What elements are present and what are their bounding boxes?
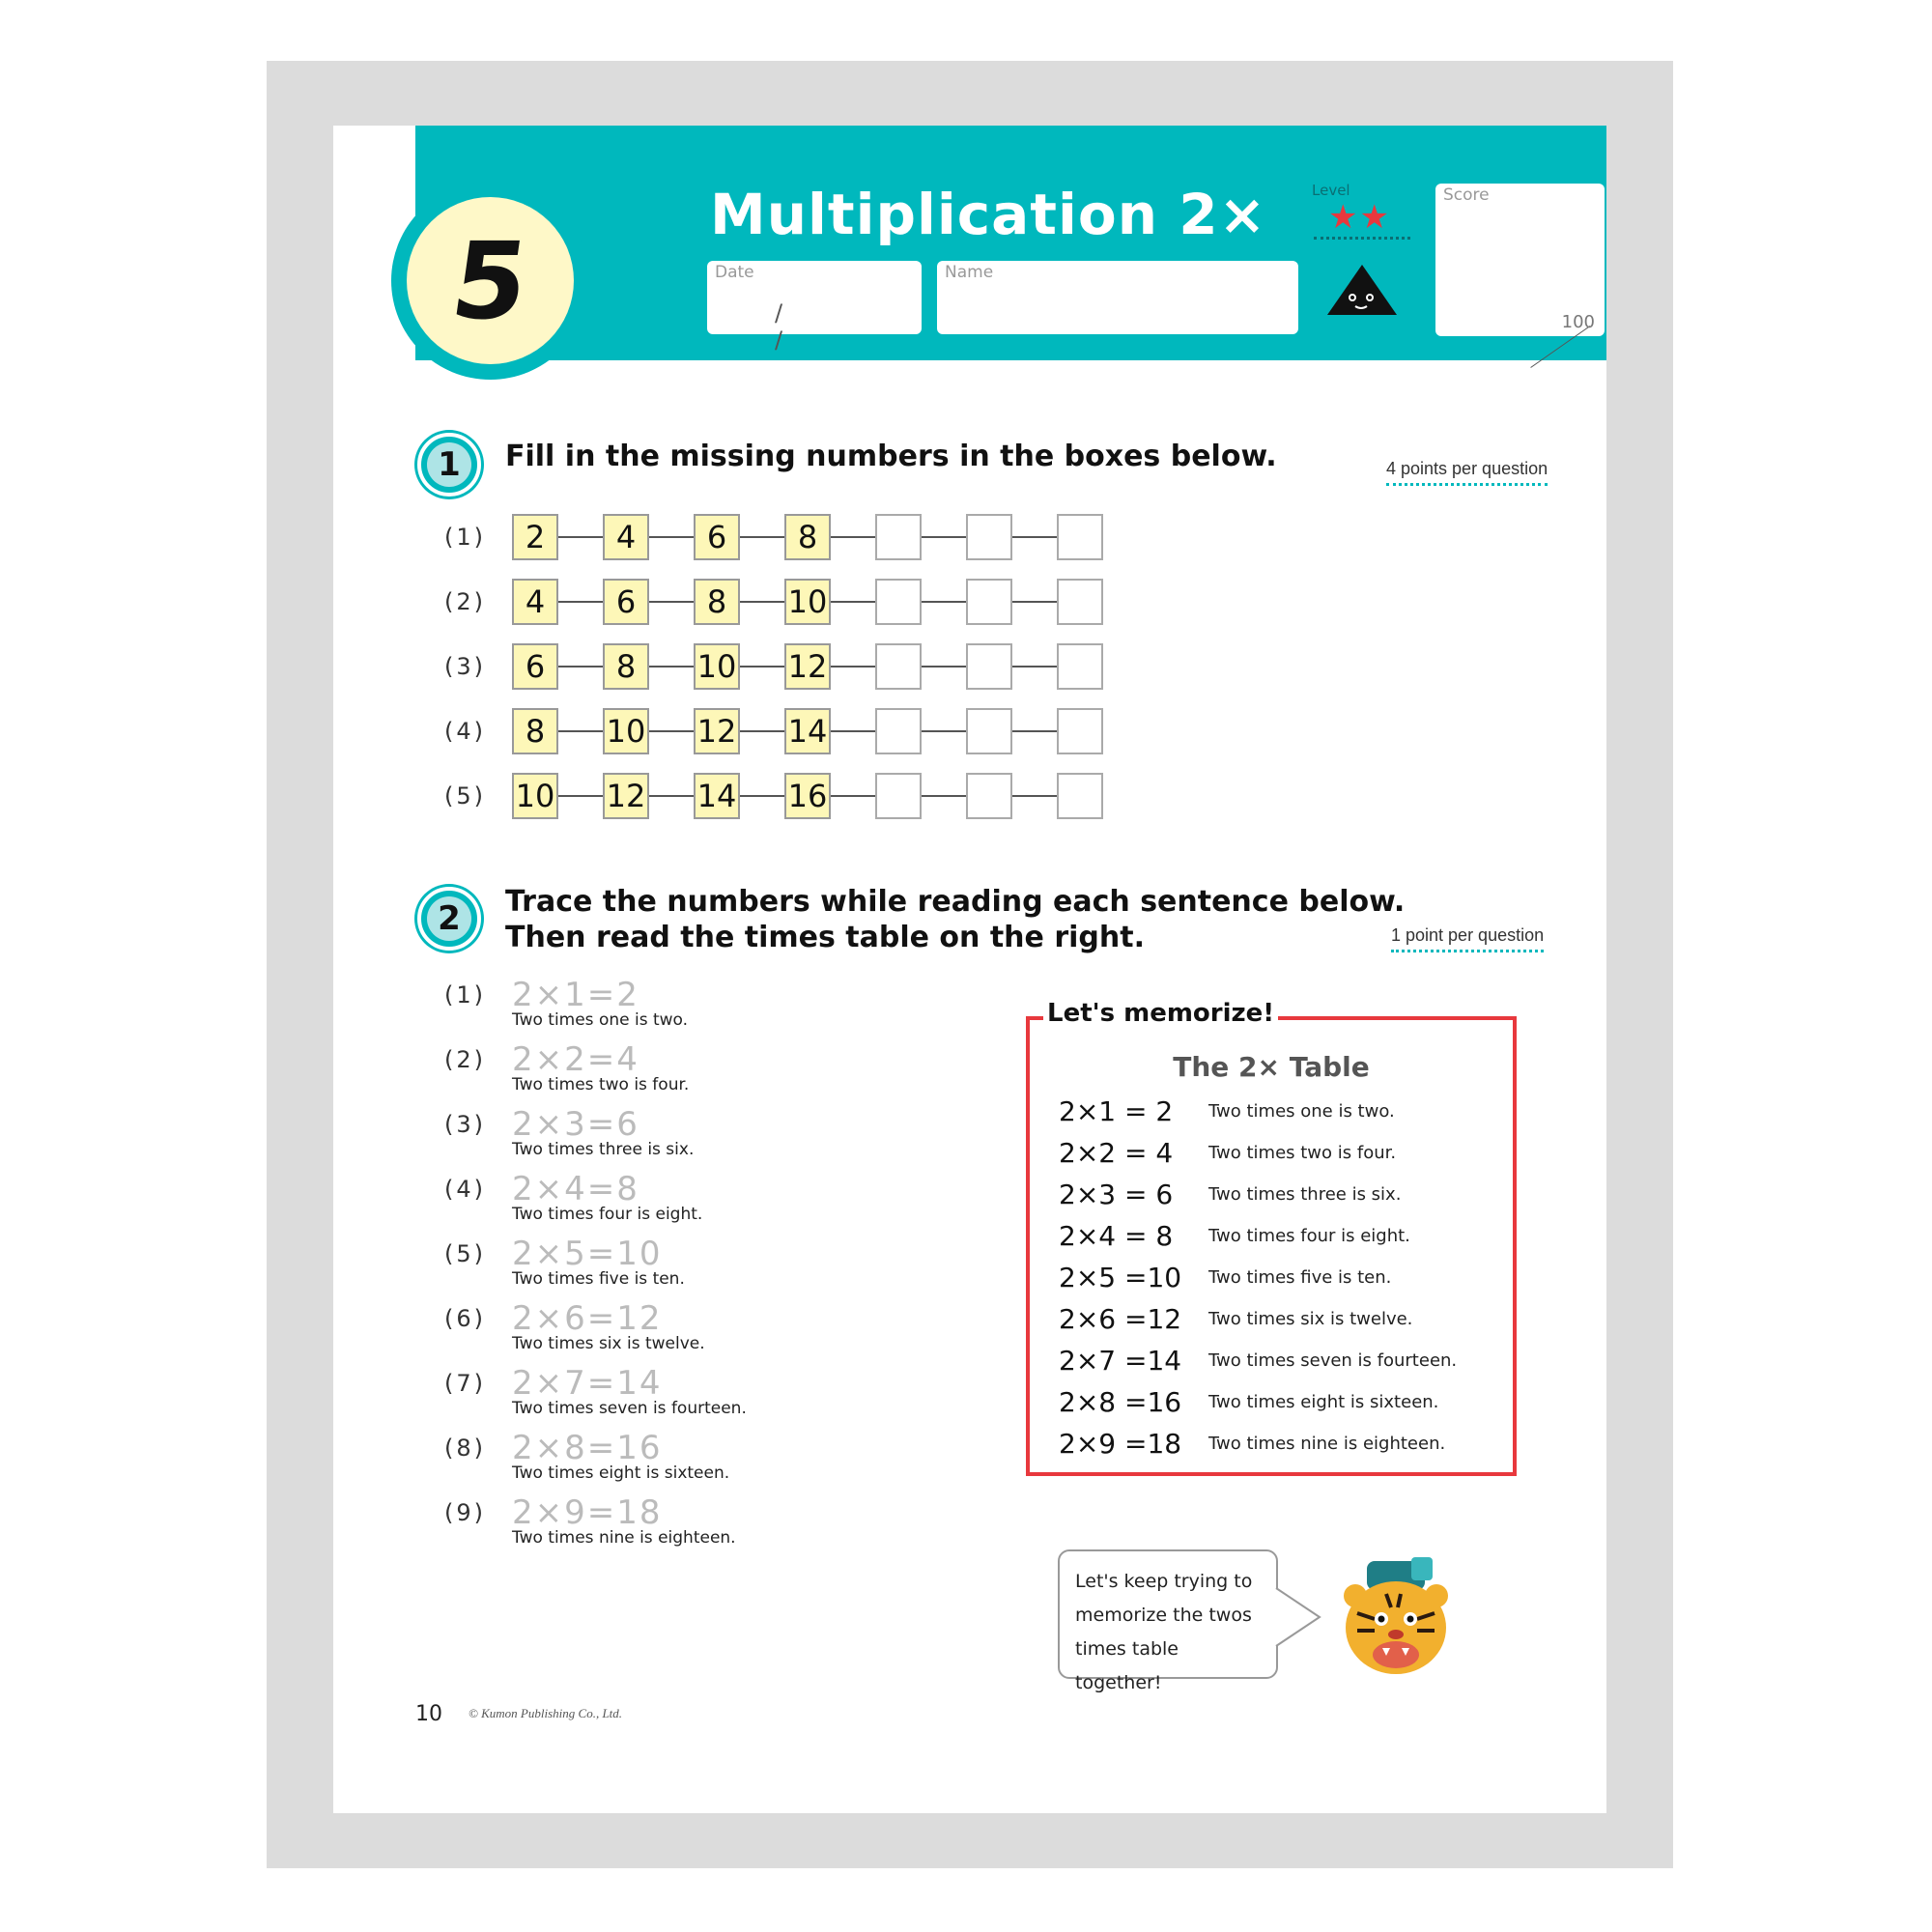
memorize-sentence: Two times nine is eighteen. (1208, 1434, 1446, 1454)
trace-item (444, 1235, 685, 1289)
trace-sentence: Two times one is two. (512, 1010, 689, 1030)
trace-equation[interactable]: 2×4=8 (512, 1170, 639, 1208)
page-title: Multiplication 2× (710, 182, 1267, 247)
trace-item (444, 1105, 694, 1159)
sequence-row (444, 706, 1103, 756)
row-label: (9) (444, 1499, 486, 1526)
copyright: © Kumon Publishing Co., Ltd. (469, 1706, 623, 1720)
memorize-label: Let's memorize! (1043, 999, 1278, 1028)
trace-equation[interactable]: 2×8=16 (512, 1429, 663, 1467)
row-label: (4) (444, 1176, 486, 1203)
trace-equation-row (444, 1105, 694, 1144)
level-stars: ★★ (1328, 198, 1391, 237)
section-2-badge (417, 887, 481, 951)
trace-equation[interactable]: 2×9=18 (512, 1493, 663, 1532)
section-2-instruction-line1: Trace the numbers while reading each sentence below. (505, 885, 1406, 919)
bubble-line-1: Let's keep trying to (1075, 1571, 1253, 1592)
given-number-box: 12 (603, 773, 649, 819)
sequence-dash (558, 666, 603, 668)
score-label: Score (1443, 185, 1490, 205)
date-field[interactable] (707, 261, 922, 354)
date-label: Date (715, 263, 754, 282)
memorize-sentence: Two times eight is sixteen. (1208, 1392, 1439, 1412)
trace-item (444, 1493, 736, 1548)
trace-equation-row (444, 1235, 685, 1273)
score-field[interactable] (1435, 184, 1605, 336)
trace-item (444, 1299, 705, 1353)
level-label: Level (1312, 182, 1350, 199)
trace-sentence: Two times seven is fourteen. (512, 1399, 747, 1418)
section-2-instruction-line2: Then read the times table on the right. (505, 921, 1145, 954)
section-1-badge (417, 433, 481, 497)
given-number-box: 8 (512, 708, 558, 754)
answer-box[interactable] (966, 643, 1012, 690)
sequence-dash (558, 601, 603, 603)
trace-equation-row (444, 976, 688, 1014)
memorize-box (1026, 999, 1517, 1476)
header-band (415, 126, 1606, 360)
trace-sentence: Two times eight is sixteen. (512, 1463, 730, 1483)
trace-equation-row (444, 1170, 702, 1208)
answer-box[interactable] (966, 708, 1012, 754)
sequence-row (444, 577, 1103, 627)
row-label: (1) (444, 981, 486, 1009)
trace-item (444, 1170, 702, 1224)
memorize-row (1059, 1303, 1412, 1335)
sequence-dash (922, 601, 966, 603)
sequence-row (444, 641, 1103, 692)
level-divider (1314, 237, 1410, 240)
sequence-dash (649, 730, 694, 732)
answer-box[interactable] (1057, 708, 1103, 754)
answer-box[interactable] (875, 643, 922, 690)
sequence-dash (558, 730, 603, 732)
row-label: (5) (444, 1240, 486, 1267)
sequence-row (444, 512, 1103, 562)
row-label: (5) (444, 782, 486, 810)
given-number-box: 6 (694, 514, 740, 560)
sequence-dash (1012, 536, 1057, 538)
tiger-mascot-icon (1338, 1555, 1454, 1681)
trace-equation[interactable]: 2×3=6 (512, 1105, 639, 1144)
trace-equation-row (444, 1299, 705, 1338)
trace-sentence: Two times two is four. (512, 1075, 690, 1094)
answer-box[interactable] (1057, 579, 1103, 625)
memorize-row (1059, 1137, 1396, 1169)
given-number-box: 8 (694, 579, 740, 625)
memorize-equation: 2×4 = 8 (1059, 1220, 1174, 1252)
given-number-box: 4 (603, 514, 649, 560)
row-label: (4) (444, 718, 486, 745)
memorize-sentence: Two times five is ten. (1208, 1267, 1392, 1288)
given-number-box: 12 (694, 708, 740, 754)
row-label: (3) (444, 653, 486, 680)
section-2-points: 1 point per question (1391, 925, 1544, 952)
sequence-dash (922, 730, 966, 732)
sequence-dash (649, 601, 694, 603)
trace-sentence: Two times three is six. (512, 1140, 695, 1159)
trace-equation-row (444, 1493, 736, 1532)
memorize-equation: 2×6 =12 (1059, 1303, 1182, 1335)
row-label: (2) (444, 1046, 486, 1073)
row-label: (3) (444, 1111, 486, 1138)
trace-equation[interactable]: 2×2=4 (512, 1040, 639, 1079)
trace-equation[interactable]: 2×1=2 (512, 976, 639, 1014)
sequence-dash (831, 730, 875, 732)
memorize-equation: 2×3 = 6 (1059, 1179, 1174, 1210)
answer-box[interactable] (1057, 773, 1103, 819)
trace-item (444, 1429, 729, 1483)
memorize-row (1059, 1428, 1445, 1460)
trace-equation[interactable]: 2×7=14 (512, 1364, 663, 1403)
given-number-box: 16 (784, 773, 831, 819)
sequence-dash (922, 666, 966, 668)
trace-item (444, 1364, 747, 1418)
given-number-box: 10 (694, 643, 740, 690)
answer-box[interactable] (1057, 643, 1103, 690)
memorize-sentence: Two times three is six. (1208, 1184, 1402, 1205)
trace-sentence: Two times six is twelve. (512, 1334, 705, 1353)
answer-box[interactable] (966, 773, 1012, 819)
sequence-dash (831, 601, 875, 603)
trace-equation-row (444, 1040, 689, 1079)
sequence-dash (740, 795, 784, 797)
row-label: (7) (444, 1370, 486, 1397)
row-label: (8) (444, 1435, 486, 1462)
trace-item (444, 976, 688, 1030)
memorize-equation: 2×7 =14 (1059, 1345, 1182, 1377)
memorize-row (1059, 1179, 1401, 1210)
unit-number: 5 (444, 218, 536, 343)
given-number-box: 10 (784, 579, 831, 625)
sequence-dash (740, 730, 784, 732)
memorize-equation: 2×5 =10 (1059, 1262, 1182, 1293)
worksheet-page (333, 126, 1606, 1813)
unit-badge-inner (407, 197, 574, 364)
answer-box[interactable] (966, 579, 1012, 625)
sequence-dash (1012, 666, 1057, 668)
memorize-equation: 2×1 = 2 (1059, 1095, 1174, 1127)
given-number-box: 14 (694, 773, 740, 819)
section-2-number: 2 (427, 896, 471, 941)
sequence-dash (740, 601, 784, 603)
sequence-dash (831, 536, 875, 538)
sequence-row (444, 771, 1103, 821)
bubble-line-2: memorize the twos (1075, 1605, 1252, 1626)
bubble-line-3: times table together! (1075, 1638, 1179, 1693)
row-label: (2) (444, 588, 486, 615)
trace-item (444, 1040, 689, 1094)
sequence-dash (922, 795, 966, 797)
memorize-sentence: Two times two is four. (1208, 1143, 1397, 1163)
answer-box[interactable] (875, 773, 922, 819)
sequence-dash (649, 666, 694, 668)
row-label: (1) (444, 524, 486, 551)
sequence-dash (740, 536, 784, 538)
sequence-dash (1012, 601, 1057, 603)
sequence-dash (558, 536, 603, 538)
sequence-dash (831, 666, 875, 668)
answer-box[interactable] (966, 514, 1012, 560)
score-max: 100 (1561, 312, 1595, 332)
sequence-dash (1012, 730, 1057, 732)
sequence-dash (649, 795, 694, 797)
row-label: (6) (444, 1305, 486, 1332)
given-number-box: 14 (784, 708, 831, 754)
answer-box[interactable] (875, 514, 922, 560)
section-1-instruction: Fill in the missing numbers in the boxes below. (505, 440, 1277, 473)
memorize-title: The 2× Table (1173, 1051, 1370, 1083)
memorize-equation: 2×9 =18 (1059, 1428, 1182, 1460)
section-1-points: 4 points per question (1386, 459, 1548, 486)
triangle-mascot-icon (1323, 261, 1401, 319)
given-number-box: 10 (603, 708, 649, 754)
memorize-row (1059, 1262, 1391, 1293)
sequence-dash (740, 666, 784, 668)
trace-sentence: Two times nine is eighteen. (512, 1528, 736, 1548)
given-number-box: 10 (512, 773, 558, 819)
memorize-equation: 2×8 =16 (1059, 1386, 1182, 1418)
trace-equation[interactable]: 2×6=12 (512, 1299, 663, 1338)
given-number-box: 4 (512, 579, 558, 625)
sequence-dash (649, 536, 694, 538)
page-number: 10 (415, 1702, 442, 1726)
memorize-row (1059, 1386, 1438, 1418)
sequence-dash (922, 536, 966, 538)
answer-box[interactable] (875, 708, 922, 754)
given-number-box: 8 (603, 643, 649, 690)
sequence-dash (831, 795, 875, 797)
trace-sentence: Two times four is eight. (512, 1205, 703, 1224)
sequence-dash (558, 795, 603, 797)
answer-box[interactable] (875, 579, 922, 625)
given-number-box: 6 (603, 579, 649, 625)
memorize-row (1059, 1345, 1457, 1377)
memorize-sentence: Two times four is eight. (1208, 1226, 1410, 1246)
speech-bubble-tail (1275, 1584, 1323, 1652)
memorize-row (1059, 1095, 1395, 1127)
given-number-box: 2 (512, 514, 558, 560)
memorize-sentence: Two times six is twelve. (1208, 1309, 1413, 1329)
speech-bubble (1058, 1549, 1278, 1693)
trace-equation-row (444, 1429, 729, 1467)
given-number-box: 6 (512, 643, 558, 690)
section-1-number: 1 (427, 442, 471, 487)
trace-equation-row (444, 1364, 747, 1403)
memorize-row (1059, 1220, 1410, 1252)
date-slashes: / / (775, 299, 830, 354)
memorize-sentence: Two times one is two. (1208, 1101, 1395, 1122)
given-number-box: 8 (784, 514, 831, 560)
given-number-box: 12 (784, 643, 831, 690)
memorize-sentence: Two times seven is fourteen. (1208, 1350, 1458, 1371)
name-label: Name (945, 263, 994, 282)
answer-box[interactable] (1057, 514, 1103, 560)
name-field[interactable] (937, 261, 1298, 334)
trace-sentence: Two times five is ten. (512, 1269, 685, 1289)
sequence-dash (1012, 795, 1057, 797)
trace-equation[interactable]: 2×5=10 (512, 1235, 663, 1273)
memorize-equation: 2×2 = 4 (1059, 1137, 1174, 1169)
